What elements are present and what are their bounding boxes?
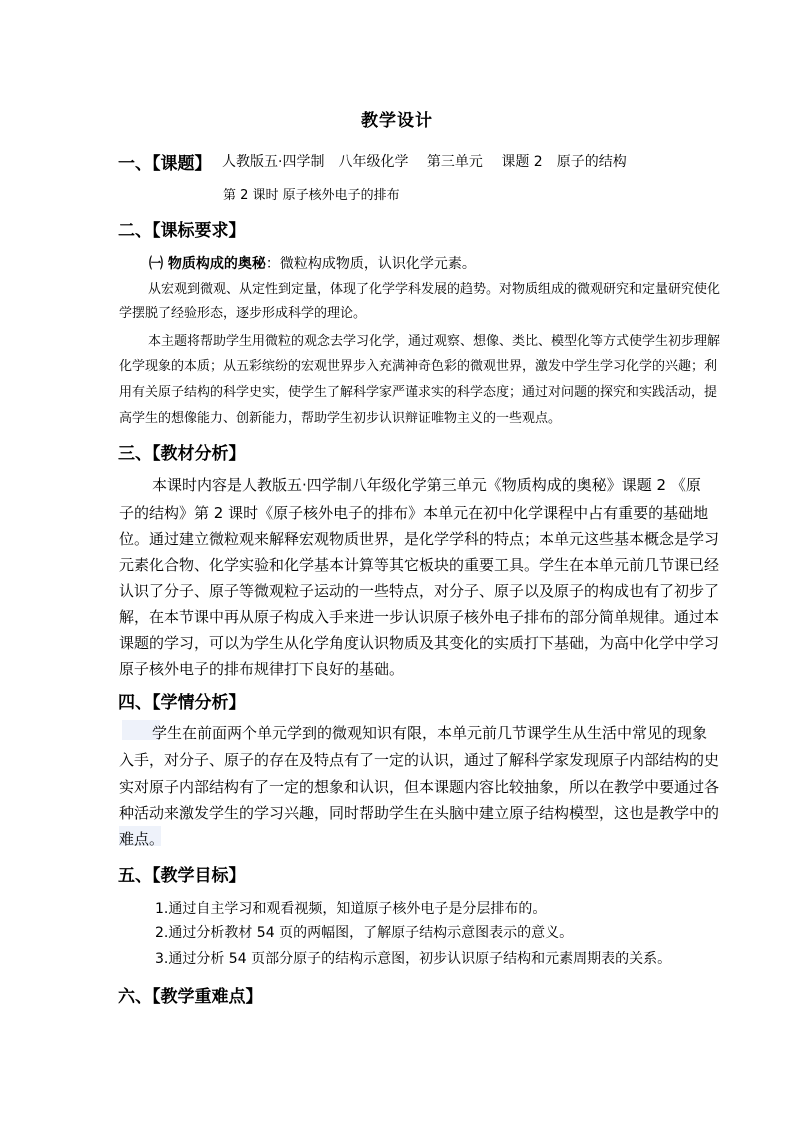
paragraph-line: 原子核外电子的排布规律打下良好的基础。 — [119, 660, 405, 678]
paragraph-line: 学摆脱了经验形态，逐步形成科学的理论。 — [119, 306, 367, 321]
paragraph-line: 认识了分子、原子等微观粒子运动的一些特点，对分子、原子以及原子的构成也有了初步了 — [119, 582, 720, 600]
paragraph-line: 位。通过建立微粒观来解释宏观物质世界，是化学学科的特点；本单元这些基本概念是学习 — [119, 530, 720, 548]
section-heading-materials: 三、【教材分析】 — [118, 444, 246, 464]
paragraph-line: 难点。 — [119, 830, 165, 848]
page-title: 教学设计 — [361, 111, 433, 131]
topic-line: 人教版五·四学制 八年级化学 第三单元 课题 2 原子的结构 — [222, 154, 627, 170]
section-heading-students: 四、【学情分析】 — [118, 693, 246, 713]
paragraph-line: 实对原子内部结构有了一定的想象和认识，但本课题内容比较抽象，所以在教学中要通过各 — [119, 778, 720, 796]
paragraph-line: 从宏观到微观、从定性到定量，体现了化学学科发展的趋势。对物质组成的微观研究和定量研究使化 — [148, 282, 721, 297]
paragraph-line: 解，在本节课中再从原子构成入手来进一步认识原子核外电子排布的部分简单规律。通过本 — [119, 608, 720, 626]
paragraph-line: 学生在前面两个单元学到的微观知识有限，本单元前几节课学生从生活中常见的现象 — [152, 724, 708, 742]
paragraph-line: 入手，对分子、原子的存在及特点有了一定的认识，通过了解科学家发现原子内部结构的史 — [119, 751, 720, 769]
paragraph-line: 本课时内容是人教版五·四学制八年级化学第三单元《物质构成的奥秘》课题 2 《原 — [152, 476, 701, 494]
paragraph-line: 化学现象的本质；从五彩缤纷的宏观世界步入充满神奇色彩的微观世界，激发中学生学习化学的兴趣；利 — [119, 359, 718, 374]
topic-line: 第 2 课时 原子核外电子的排布 — [223, 188, 400, 203]
paragraph-line: 高学生的想像能力、创新能力，帮助学生初步认识辩证唯物主义的一些观点。 — [119, 411, 562, 426]
paragraph-line: 本主题将帮助学生用微粒的观念去学习化学，通过观察、想像、类比、模型化等方式使学生初步理解 — [148, 334, 721, 349]
objective-item: 3.通过分析 54 页部分原子的结构示意图，初步认识原子结构和元素周期表的关系。 — [155, 951, 672, 967]
paragraph-line: 种活动来激发学生的学习兴趣，同时帮助学生在头脑中建立原子结构模型，这也是教学中的 — [119, 804, 720, 822]
standards-subheading-bold: ㈠ 物质构成的奥秘 — [149, 256, 266, 272]
paragraph-line: 元素化合物、化学实验和化学基本计算等其它板块的重要工具。学生在本单元前几节课已经 — [119, 556, 720, 574]
objective-item: 1.通过自主学习和观看视频，知道原子核外电子是分层排布的。 — [155, 901, 547, 917]
section-heading-standards: 二、【课标要求】 — [118, 221, 246, 241]
paragraph-line: 课题的学习，可以为学生从化学角度认识物质及其变化的实质打下基础，为高中化学中学习 — [119, 634, 720, 652]
section-heading-objectives: 五、【教学目标】 — [118, 866, 246, 886]
section-heading-topic: 一、【课题】 — [118, 154, 212, 174]
objective-item: 2.通过分析教材 54 页的两幅图，了解原子结构示意图表示的意义。 — [155, 925, 574, 941]
paragraph-line: 子的结构》第 2 课时《原子核外电子的排布》本单元在初中化学课程中占有重要的基础地 — [119, 504, 709, 522]
standards-subheading — [149, 253, 476, 273]
standards-subheading-text: ：微粒构成物质，认识化学元素。 — [265, 256, 476, 272]
section-heading-key-points: 六、【教学重难点】 — [118, 987, 263, 1007]
paragraph-line: 用有关原子结构的科学史实，使学生了解科学家严谨求实的科学态度；通过对问题的探究和实践活动，提 — [119, 385, 718, 400]
